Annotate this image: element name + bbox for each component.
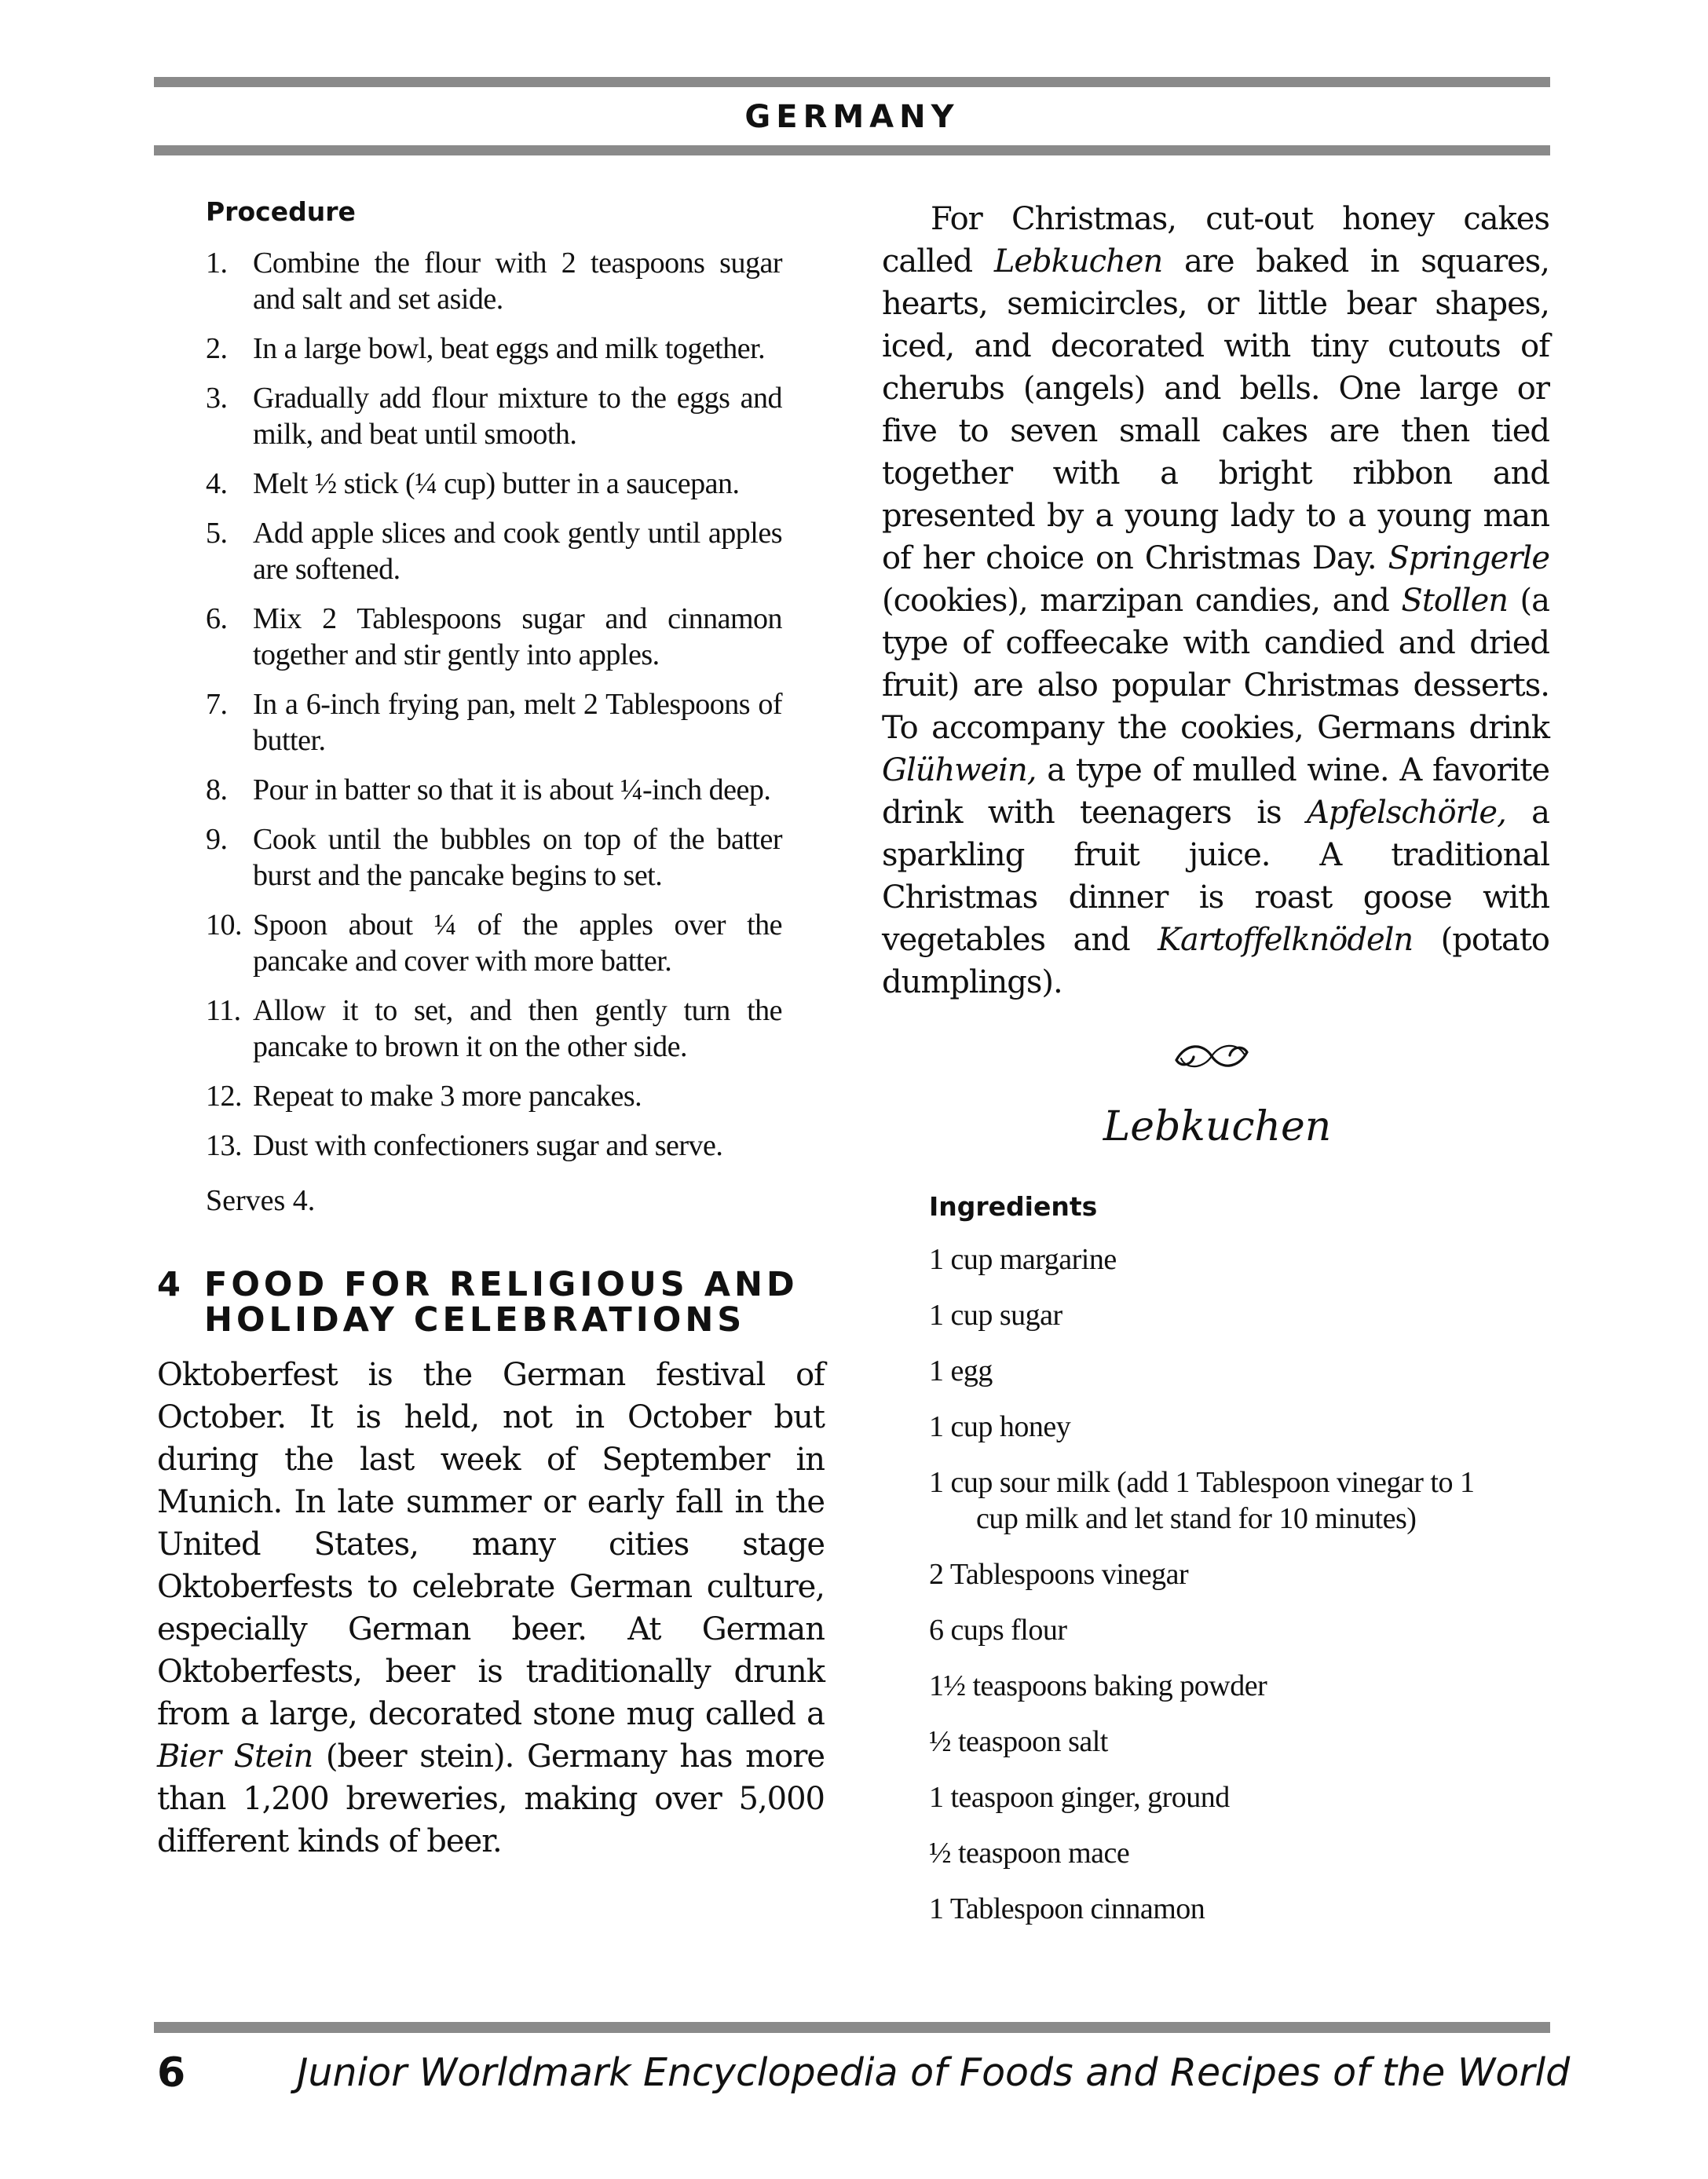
- step-number: 11.: [206, 994, 241, 1027]
- step-text: Cook until the bubbles on top of the batter burst and the pancake begins to set.: [253, 823, 782, 892]
- procedure-step: [206, 907, 782, 979]
- footer-rule: [154, 2022, 1550, 2033]
- ingredients-heading: Ingredients: [929, 1191, 1098, 1222]
- procedure-step: [206, 331, 782, 367]
- header-rule-top: [154, 77, 1550, 87]
- text-run: (a type of coffeecake with candied and dried fruit) are also popular Christmas desserts. To accompany the cookies, Germans drink: [882, 583, 1549, 746]
- step-number: 2.: [206, 332, 228, 365]
- step-number: 1.: [206, 247, 228, 280]
- ingredients-list: [929, 1241, 1526, 1927]
- procedure-step: [206, 515, 782, 587]
- christmas-paragraph: [882, 198, 1549, 1004]
- ingredient-item: ½ teaspoon salt: [929, 1725, 1108, 1758]
- ingredient-item: 2 Tablespoons vinegar: [929, 1558, 1189, 1591]
- ingredient-item: 6 cups flour: [929, 1614, 1067, 1647]
- step-number: 7.: [206, 688, 228, 721]
- page-number: 6: [157, 2049, 186, 2097]
- step-text: Add apple slices and cook gently until apples are softened.: [253, 517, 782, 586]
- text-run: a sparkling fruit juice. A traditional Christmas dinner is roast goose with vegetables and: [882, 795, 1550, 958]
- procedure-step: [206, 821, 782, 894]
- step-number: 5.: [206, 517, 228, 550]
- step-number: 12.: [206, 1080, 242, 1113]
- ingredient-item: 1 cup sugar: [929, 1299, 1062, 1332]
- step-text: Pour in batter so that it is about ¼-inch deep.: [253, 773, 771, 806]
- book-title: Junior Worldmark Encyclopedia of Foods and Recipes of the World: [297, 2050, 1571, 2095]
- section-heading: [157, 1267, 825, 1338]
- italic-term: Springerle: [1388, 540, 1549, 576]
- ingredient-item: 1 Tablespoon cinnamon: [929, 1892, 1205, 1925]
- italic-term: Kartoffelknödeln: [1158, 922, 1414, 958]
- ingredient-item: 1 teaspoon ginger, ground: [929, 1781, 1230, 1814]
- text-run: Oktoberfest is the German festival of October. It is held, not in October but during the last week of September in Munich. In late summer or early fall in the United States, many cities stage Oktoberfests to celebrate German culture, especially German beer. At German Oktoberfests, beer is traditionally drunk from a large, decorated stone mug called a: [157, 1357, 825, 1732]
- text-run: For Christmas, cut-out honey cakes called: [882, 201, 1549, 280]
- step-text: Mix 2 Tablespoons sugar and cinnamon together and stir gently into apples.: [253, 602, 782, 671]
- left-column: [157, 196, 825, 1863]
- step-text: Gradually add flour mixture to the eggs and milk, and beat until smooth.: [253, 382, 782, 451]
- italic-term: Bier Stein: [157, 1738, 313, 1775]
- procedure-step: [206, 1078, 782, 1114]
- italic-term: Apfelschörle,: [1306, 795, 1506, 831]
- step-text: Repeat to make 3 more pancakes.: [253, 1080, 642, 1113]
- recipe-title: Lebkuchen: [1103, 1103, 1332, 1150]
- step-number: 10.: [206, 909, 242, 941]
- procedure-step: [206, 245, 782, 317]
- ingredient-item: ½ teaspoon mace: [929, 1837, 1130, 1870]
- section-title: FOOD FOR RELIGIOUS AND HOLIDAY CELEBRATIONS: [204, 1265, 799, 1340]
- procedure-step: [206, 993, 782, 1065]
- step-text: In a 6-inch frying pan, melt 2 Tablespoons of butter.: [253, 688, 782, 757]
- italic-term: Lebkuchen: [993, 243, 1163, 280]
- procedure-step: [206, 601, 782, 673]
- text-run: (potato dumplings).: [882, 922, 1549, 1000]
- procedure-list: [206, 245, 782, 1164]
- procedure-step: [206, 380, 782, 452]
- step-number: 3.: [206, 382, 228, 415]
- step-number: 9.: [206, 823, 228, 856]
- ingredient-item: 1 egg: [929, 1355, 993, 1387]
- step-number: 4.: [206, 467, 228, 500]
- serves-note: Serves 4.: [206, 1184, 316, 1217]
- procedure-step: [206, 466, 782, 502]
- text-run: (cookies), marzipan candies, and: [882, 583, 1402, 619]
- ingredient-item: 1½ teaspoons baking powder: [929, 1669, 1267, 1702]
- procedure-step: [206, 1128, 782, 1164]
- step-text: Allow it to set, and then gently turn the pancake to brown it on the other side.: [253, 994, 782, 1063]
- step-text: In a large bowl, beat eggs and milk together.: [253, 332, 766, 365]
- ingredient-item: 1 cup sour milk (add 1 Tablespoon vinegar to 1 cup milk and let stand for 10 minutes): [929, 1466, 1475, 1535]
- section-number: 4: [157, 1265, 185, 1304]
- text-run: (beer stein). Germany has more than 1,200 breweries, making over 5,000 different kinds of beer.: [157, 1738, 825, 1859]
- procedure-step: [206, 772, 782, 808]
- step-number: 8.: [206, 773, 228, 806]
- step-text: Combine the flour with 2 teaspoons sugar and salt and set aside.: [253, 247, 782, 316]
- procedure-heading: Procedure: [206, 196, 356, 227]
- step-number: 6.: [206, 602, 228, 635]
- ingredients-block: [929, 1191, 1526, 1947]
- procedure-block: [206, 196, 782, 1219]
- ornament-icon: [1169, 1038, 1255, 1074]
- step-text: Spoon about ¼ of the apples over the pancake and cover with more batter.: [253, 909, 782, 978]
- italic-term: Stollen: [1401, 583, 1508, 619]
- text-run: a type of mulled wine. A favorite drink with teenagers is: [882, 752, 1549, 831]
- ingredient-item: 1 cup margarine: [929, 1243, 1117, 1276]
- step-text: Dust with confectioners sugar and serve.: [253, 1129, 723, 1162]
- text-run: are baked in squares, hearts, semicircles, or little bear shapes, iced, and decorated with tiny cutouts of cherubs (angels) and bells. One large or five to seven small cakes are then tied together with a bright ribbon and presented by a young lady to a young man of her choice on Christmas Day.: [882, 243, 1549, 576]
- right-column: [882, 198, 1549, 1004]
- oktoberfest-paragraph: [157, 1354, 825, 1863]
- italic-term: Glühwein,: [882, 752, 1037, 788]
- step-number: 13.: [206, 1129, 242, 1162]
- ingredient-item: 1 cup honey: [929, 1410, 1071, 1443]
- running-header: GERMANY: [744, 99, 960, 135]
- procedure-step: [206, 686, 782, 759]
- header-rule-bottom: [154, 145, 1550, 155]
- step-text: Melt ½ stick (¼ cup) butter in a saucepan.: [253, 467, 740, 500]
